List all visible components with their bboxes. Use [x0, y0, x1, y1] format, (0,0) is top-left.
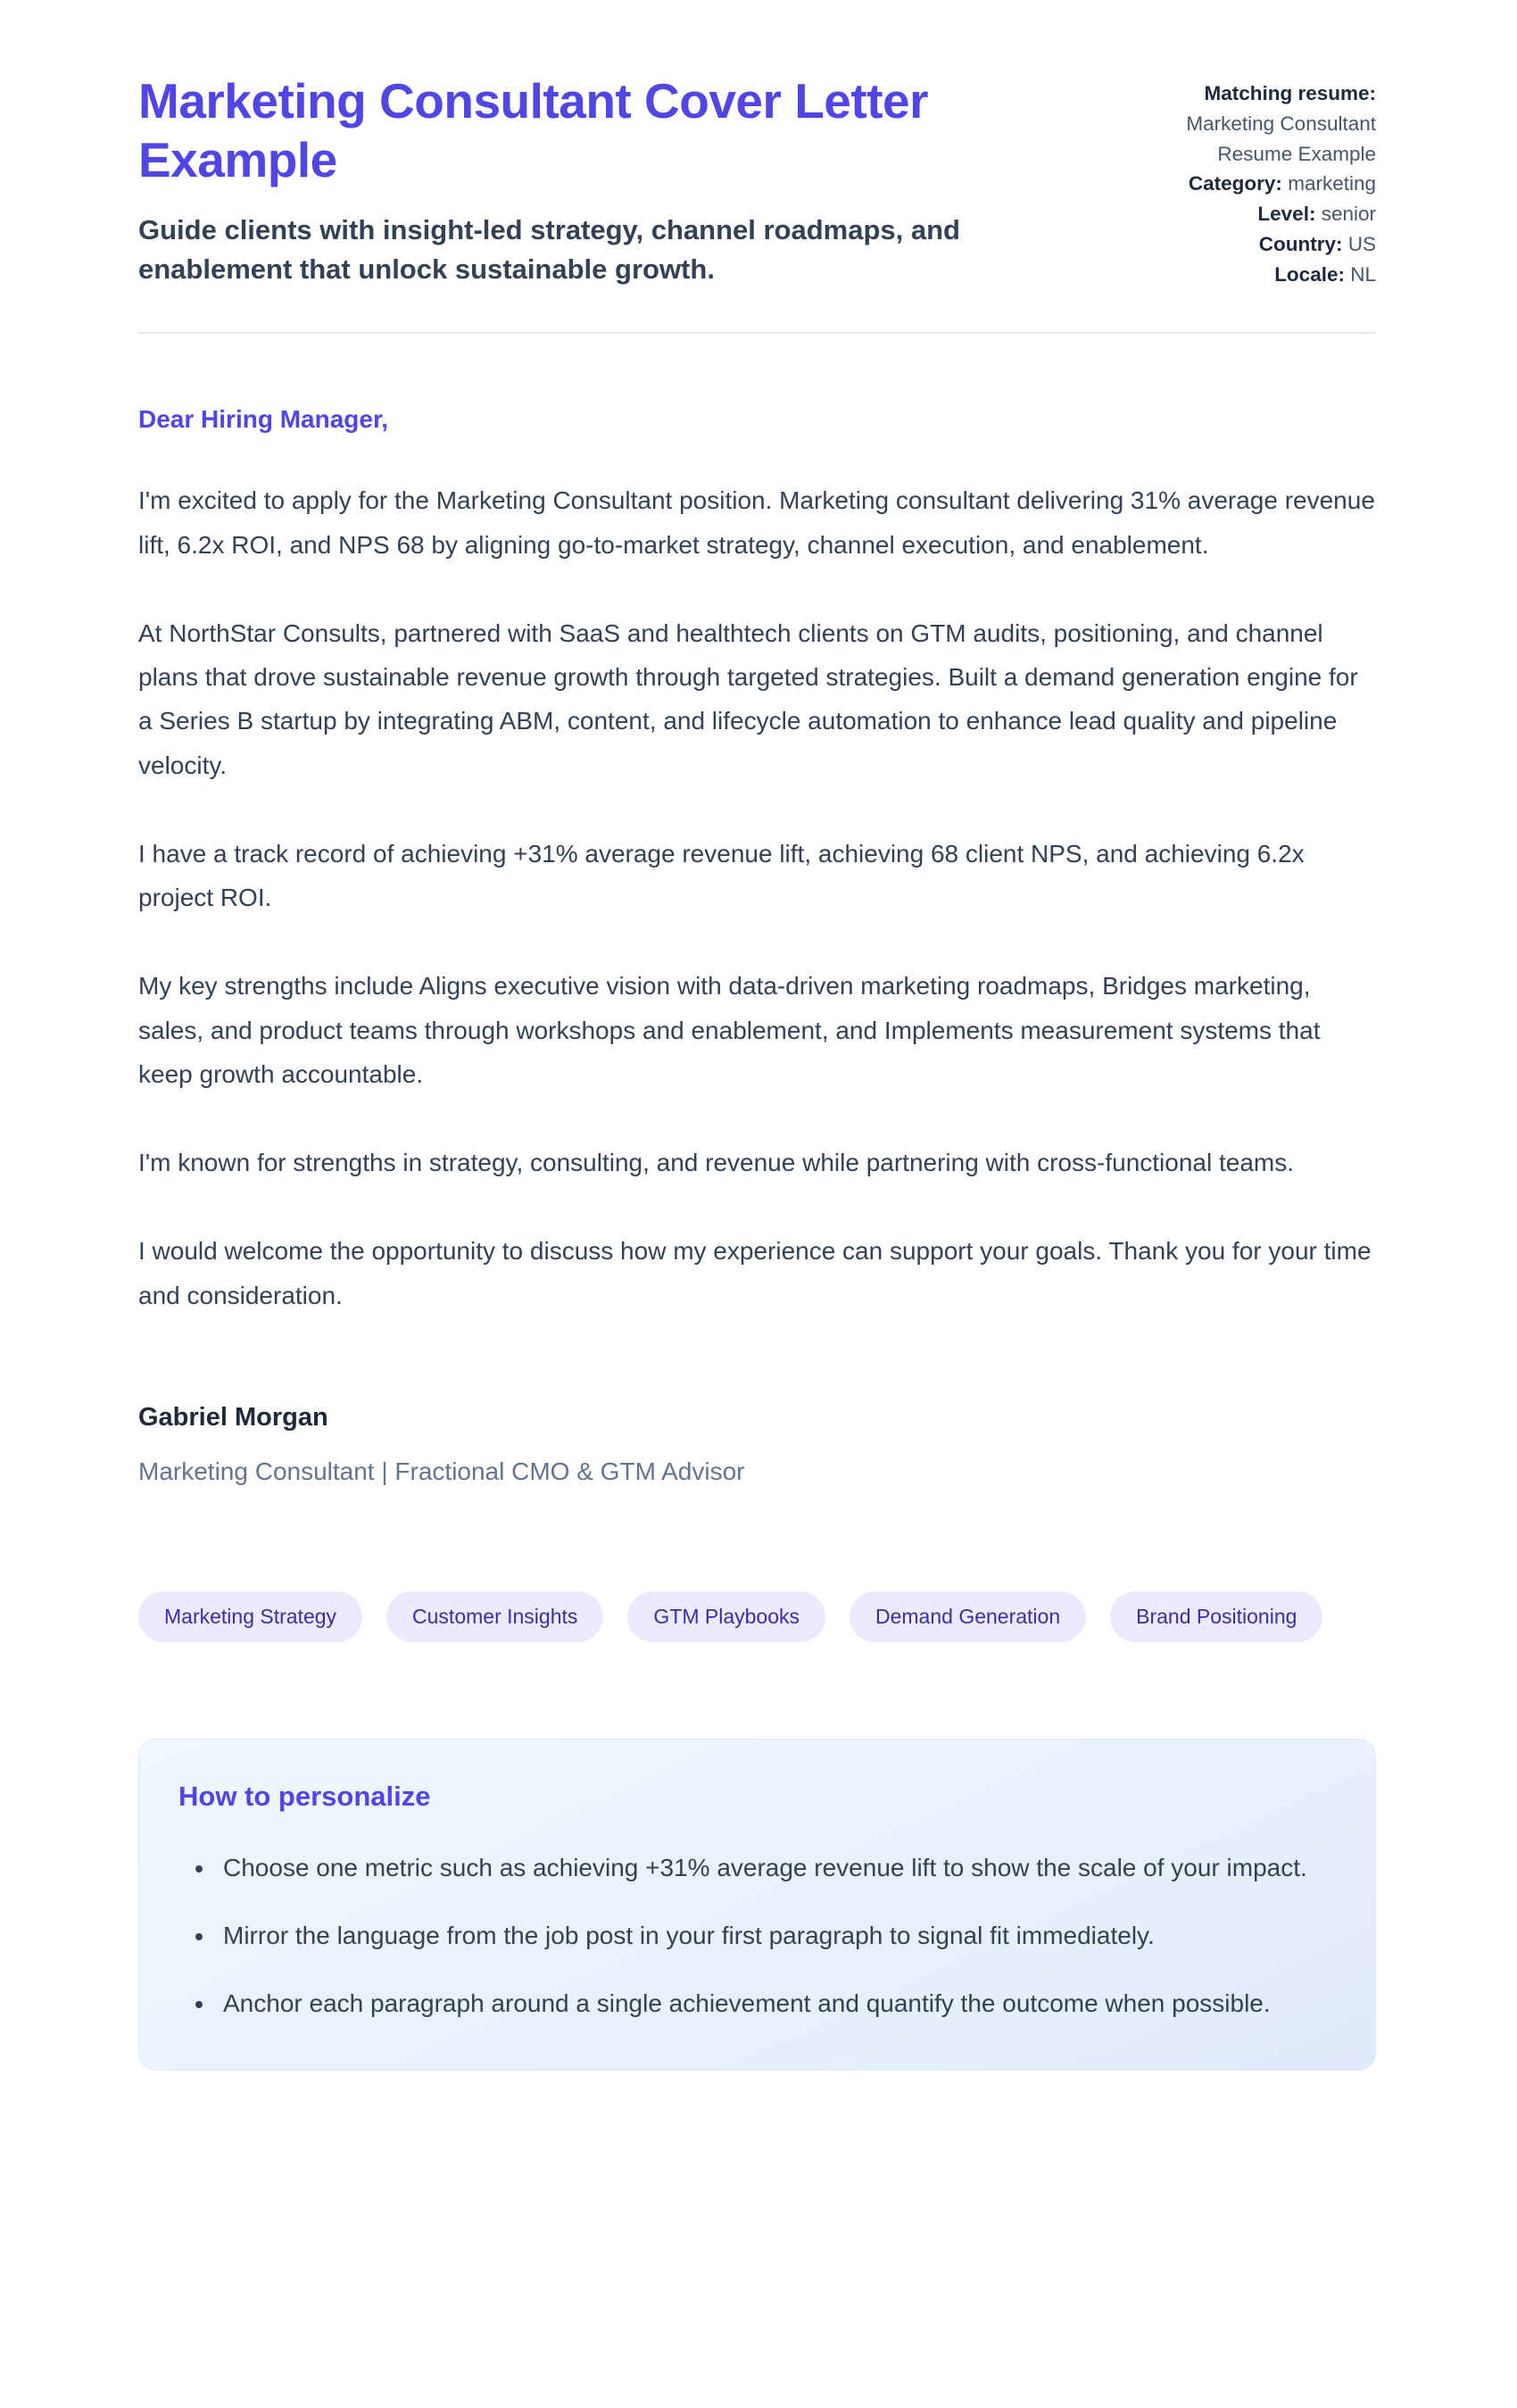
- personalize-card: [138, 1739, 1376, 2071]
- meta-field-value: senior: [1321, 203, 1376, 225]
- header: [138, 71, 1376, 289]
- letter-paragraph: I would welcome the opportunity to discuss how my experience can support your goals. Thank you for your time and consideration.: [138, 1237, 1372, 1309]
- page-subtitle: Guide clients with insight-led strategy, channel roadmaps, and enablement that unlock sustainable growth.: [138, 214, 960, 286]
- tag-demand-generation[interactable]: Demand Generation: [850, 1591, 1086, 1642]
- personalize-tip: • Choose one metric such as achieving +31% average revenue lift to show the scale of your impact.: [216, 1847, 1322, 1889]
- meta-field-country: [1131, 229, 1376, 260]
- letter-body: [138, 405, 1376, 1486]
- letter-paragraph: I'm known for strengths in strategy, consulting, and revenue while partnering with cross-functional teams.: [138, 1149, 1295, 1177]
- meta-field-label: Category:: [1188, 172, 1282, 195]
- meta-field-label: Level:: [1257, 203, 1316, 225]
- personalize-tip-list: [178, 1847, 1322, 2025]
- meta-field-value: NL: [1350, 262, 1376, 286]
- tag-marketing-strategy[interactable]: Marketing Strategy: [138, 1591, 362, 1642]
- personalize-tip: • Anchor each paragraph around a single achievement and quantify the outcome when possible.: [216, 1982, 1322, 2025]
- letter-paragraph: My key strengths include Aligns executive vision with data-driven marketing roadmaps, Bridges marketing, sales, and product teams through workshops and enablement, and Implements measurement systems that keep growth accountable.: [138, 972, 1321, 1088]
- meta-field-label: Country:: [1258, 232, 1343, 255]
- matching-resume-label: Matching resume:: [1204, 82, 1376, 104]
- tag-list: [138, 1591, 1376, 1642]
- resume-meta-panel: [1131, 71, 1376, 289]
- meta-field-category: [1131, 169, 1376, 199]
- letter-greeting: Dear Hiring Manager,: [138, 405, 389, 434]
- signature-block: [138, 1403, 1376, 1486]
- letter-paragraph: I'm excited to apply for the Marketing Consultant position. Marketing consultant delivering 31% average revenue lift, 6.2x ROI, and NPS 68 by aligning go-to-market strategy, channel execution, and enablement.: [138, 486, 1375, 559]
- meta-field-level: [1131, 199, 1376, 229]
- signature-name: Gabriel Morgan: [138, 1402, 328, 1432]
- tag-customer-insights[interactable]: Customer Insights: [386, 1591, 603, 1642]
- meta-field-label: Locale:: [1274, 262, 1345, 286]
- tag-gtm-playbooks[interactable]: GTM Playbooks: [627, 1591, 825, 1642]
- meta-field-value: US: [1347, 232, 1376, 255]
- letter-paragraph: I have a track record of achieving +31% average revenue lift, achieving 68 client NPS, and achieving 6.2x project ROI.: [138, 839, 1305, 912]
- matching-resume-value: Marketing Consultant Resume Example: [1186, 112, 1376, 165]
- personalize-heading: How to personalize: [178, 1780, 431, 1812]
- personalize-tip: • Mirror the language from the job post in your first paragraph to signal fit immediately.: [216, 1914, 1322, 1957]
- meta-field-locale: [1131, 260, 1376, 290]
- tag-brand-positioning[interactable]: Brand Positioning: [1110, 1591, 1322, 1642]
- signature-title: Marketing Consultant | Fractional CMO & GTM Advisor: [138, 1457, 745, 1485]
- header-text-block: [138, 71, 1077, 289]
- page-title: Marketing Consultant Cover Letter Example: [138, 73, 929, 187]
- header-divider: [138, 332, 1376, 334]
- meta-field-value: marketing: [1288, 172, 1376, 195]
- letter-paragraph: At NorthStar Consults, partnered with SaaS and healthtech clients on GTM audits, positioning, and channel plans that drove sustainable revenue growth through targeted strategies. Built a demand generation engine for a Series B startup by integrating ABM, content, and lifecycle automation to enhance lead quality and pipeline velocity.: [138, 619, 1358, 779]
